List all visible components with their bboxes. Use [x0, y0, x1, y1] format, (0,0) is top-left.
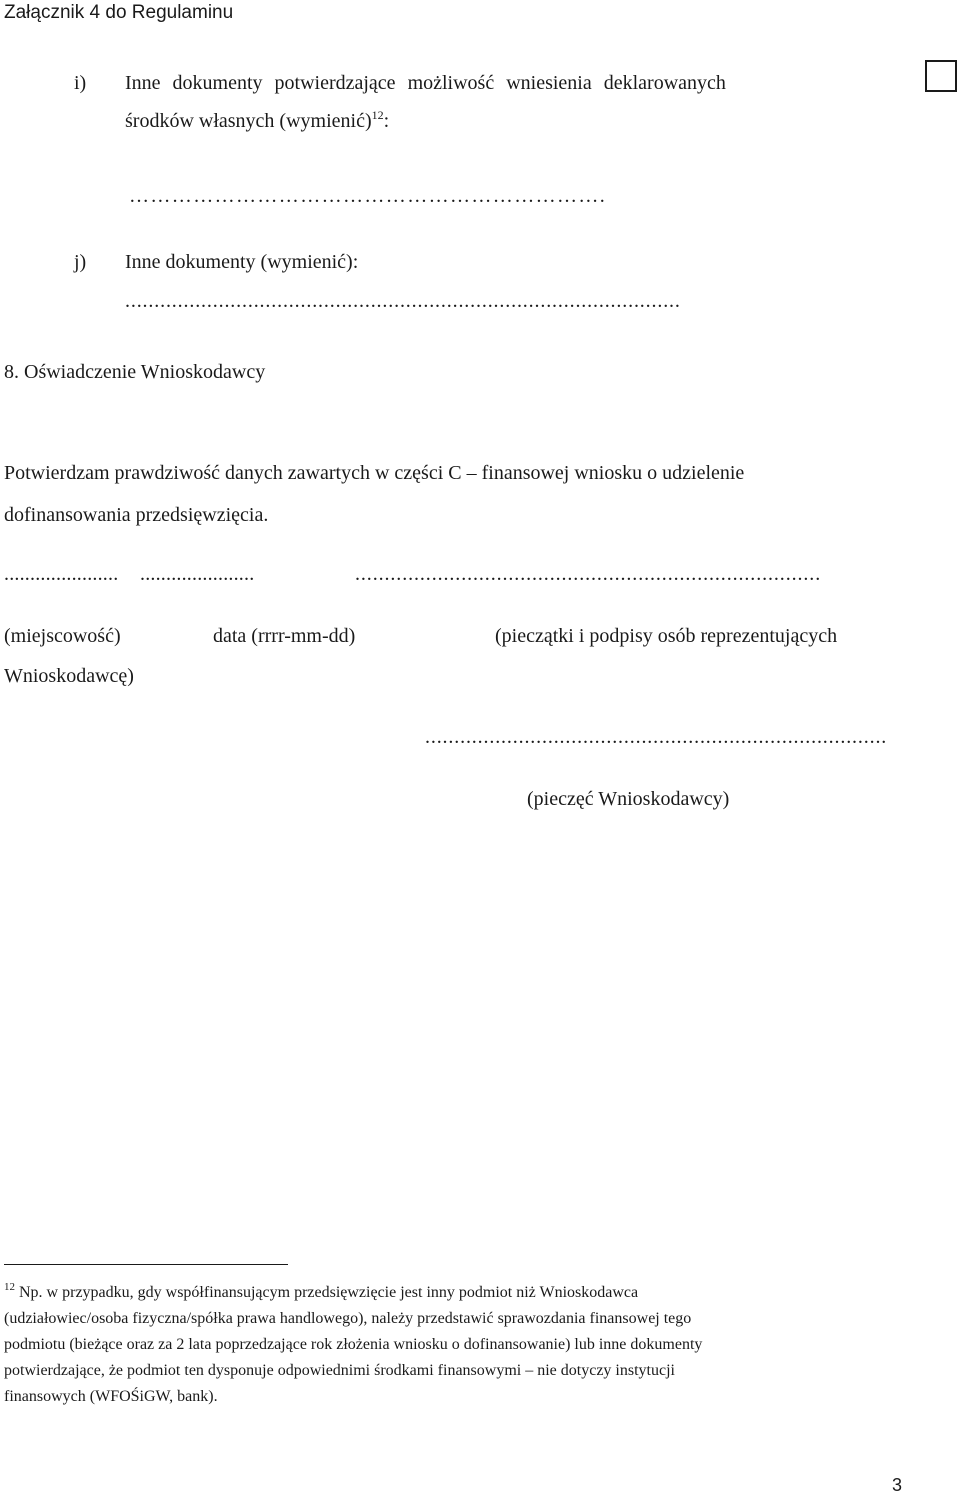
footnote-text-1: Np. w przypadku, gdy współfinansującym przedsięwzięcie jest inny podmiot niż Wnioskodawca [19, 1284, 639, 1301]
item-i-marker: i) [74, 72, 87, 94]
item-i-fill-line: …………………………………………………………. [129, 185, 607, 207]
place-signature-line: ...................... [4, 563, 119, 585]
page-number: 3 [892, 1475, 903, 1495]
footnote-line2: (udziałowiec/osoba fizyczna/spółka prawa handlowego), należy przedstawić sprawozdania finansowej tego [4, 1310, 692, 1327]
footnote-line3: podmiotu (bieżące oraz za 2 lata poprzedzające rok złożenia wniosku o dofinansowanie) lub inne dokumenty [4, 1336, 703, 1353]
label-signatures-cont: Wnioskodawcę) [4, 665, 134, 687]
item-i-line2-end: : [383, 110, 390, 132]
footnote-line1 [4, 1283, 638, 1303]
label-date: data (rrrr-mm-dd) [213, 625, 356, 647]
item-j-text: Inne dokumenty (wymienić): [125, 251, 359, 273]
item-i-line2-text: środków własnych (wymienić) [125, 110, 372, 132]
footnote-line5: finansowych (WFOŚiGW, bank). [4, 1388, 218, 1405]
page-header-title: Załącznik 4 do Regulaminu [4, 2, 234, 23]
stamp-line: ............................................................................... [425, 726, 888, 748]
item-j-marker: j) [74, 251, 87, 273]
section-8-paragraph-line1: Potwierdzam prawdziwość danych zawartych w części C – finansowej wniosku o udzielenie [4, 462, 745, 484]
section-8-paragraph-line2: dofinansowania przedsięwzięcia. [4, 504, 269, 526]
item-i-line1: Inne dokumenty potwierdzające możliwość wniesienia deklarowanych [125, 72, 726, 94]
footnote-separator [4, 1264, 288, 1265]
item-i-line2 [125, 109, 389, 133]
label-place: (miejscowość) [4, 625, 121, 647]
signatures-line: ............................................................................... [355, 563, 822, 585]
footnote-line4: potwierdzające, że podmiot ten dysponuje odpowiednimi środkami finansowymi – nie dotyczy instytucji [4, 1362, 675, 1379]
label-stamp: (pieczęć Wnioskodawcy) [527, 788, 730, 810]
label-signatures: (pieczątki i podpisy osób reprezentujących [495, 625, 838, 647]
section-8-heading: 8. Oświadczenie Wnioskodawcy [4, 361, 266, 383]
checkbox[interactable] [925, 60, 957, 92]
item-j-fill-line: ............................................................................................... [125, 290, 681, 312]
footnote-number: 12 [4, 1281, 15, 1293]
date-signature-line: ...................... [140, 563, 255, 585]
footnote-ref[interactable]: 12 [371, 108, 384, 122]
